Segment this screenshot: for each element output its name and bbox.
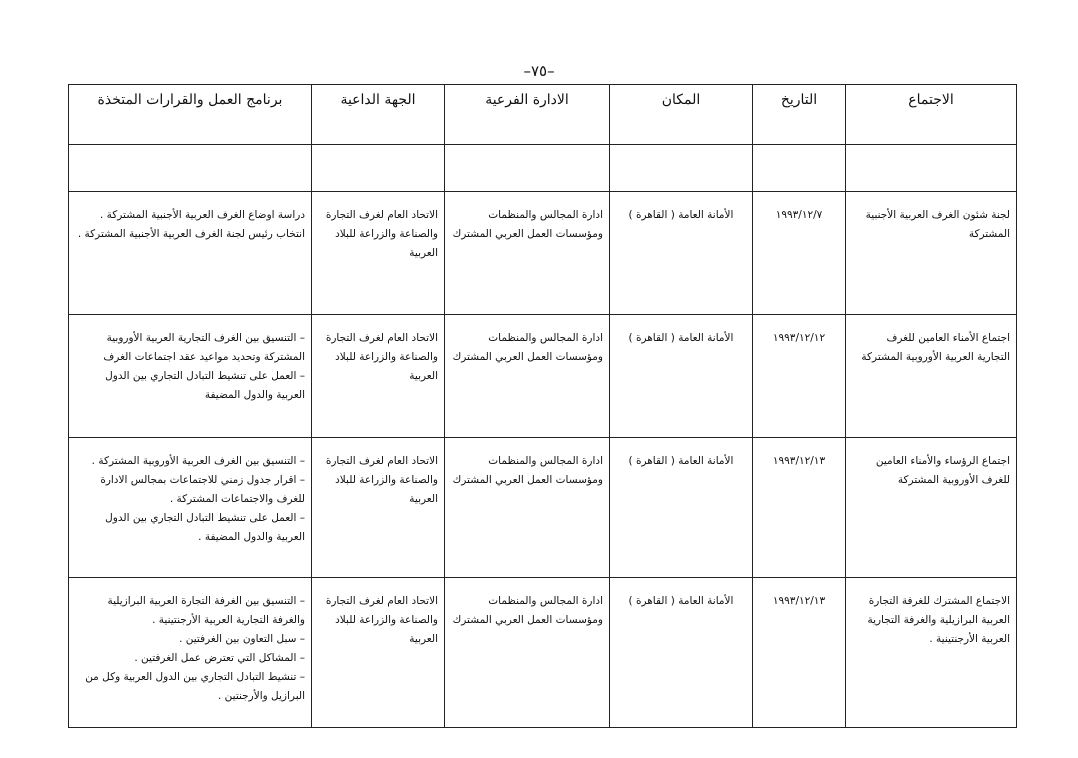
program-item: – تنشيط التبادل التجاري بين الدول العربية وكل من البرازيل والأرجنتين .	[85, 671, 305, 702]
meeting-cell: لجنة شئون الغرف العربية الأجنبية المشتركة	[846, 192, 1017, 315]
admin-cell: ادارة المجالس والمنظمات ومؤسسات العمل العربي المشترك	[445, 578, 610, 728]
meeting-cell: اجتماع الأمناء العامين للغرف التجارية العربية الأوروبية المشتركة	[846, 315, 1017, 438]
header-date: التاريخ	[753, 85, 846, 145]
place-cell: الأمانة العامة ( القاهرة )	[610, 315, 753, 438]
header-place: المكان	[610, 85, 753, 145]
header-meeting: الاجتماع	[846, 85, 1017, 145]
program-item: – العمل على تنشيط التبادل التجاري بين الدول العربية والدول المضيفة .	[105, 512, 305, 543]
program-item: – سبل التعاون بين الغرفتين .	[179, 633, 305, 645]
program-item: – اقرار جدول زمني للاجتماعات بمجالس الادارة للغرف والاجتماعات المشتركة .	[100, 474, 305, 505]
caller-cell: الاتحاد العام لغرف التجارة والصناعة والزراعة للبلاد العربية	[312, 315, 445, 438]
admin-cell: ادارة المجالس والمنظمات ومؤسسات العمل العربي المشترك	[445, 315, 610, 438]
table-row	[69, 578, 1017, 728]
program-item: انتخاب رئيس لجنة الغرف العربية الأجنبية المشتركة .	[77, 228, 305, 240]
table-header-row	[69, 85, 1017, 145]
program-item: – التنسيق بين الغرفة التجارة العربية البرازيلية والغرفة التجارية العربية الأرجنتينية .	[107, 595, 305, 626]
date-cell: ١٩٩٣/١٢/١٣	[753, 438, 846, 578]
program-item: – المشاكل التي تعترض عمل الغرفتين .	[134, 652, 305, 664]
admin-cell: ادارة المجالس والمنظمات ومؤسسات العمل العربي المشترك	[445, 192, 610, 315]
program-item: – العمل على تنشيط التبادل التجاري بين الدول العربية والدول المضيفة	[105, 370, 305, 401]
table-row	[69, 315, 1017, 438]
program-cell	[69, 315, 312, 438]
table-row	[69, 192, 1017, 315]
caller-cell: الاتحاد العام لغرف التجارة والصناعة والزراعة للبلاد العربية	[312, 192, 445, 315]
caller-cell: الاتحاد العام لغرف التجارة والصناعة والزراعة للبلاد العربية	[312, 578, 445, 728]
header-admin: الادارة الفرعية	[445, 85, 610, 145]
program-item: دراسة اوضاع الغرف العربية الأجنبية المشتركة .	[99, 209, 305, 221]
table-spacer-row	[69, 145, 1017, 192]
date-cell: ١٩٩٣/١٢/٧	[753, 192, 846, 315]
program-cell	[69, 438, 312, 578]
admin-cell: ادارة المجالس والمنظمات ومؤسسات العمل العربي المشترك	[445, 438, 610, 578]
meeting-cell: اجتماع الرؤساء والأمناء العامين للغرف الأوروبية المشتركة	[846, 438, 1017, 578]
place-cell: الأمانة العامة ( القاهرة )	[610, 192, 753, 315]
program-cell	[69, 578, 312, 728]
program-cell	[69, 192, 312, 315]
program-item: – التنسيق بين الغرف التجارية العربية الأوروبية المشتركة وتحديد مواعيد عقد اجتماعات الغرف	[103, 332, 305, 363]
program-item: – التنسيق بين الغرف العربية الأوروبية المشتركة .	[91, 455, 305, 467]
date-cell: ١٩٩٣/١٢/١٢	[753, 315, 846, 438]
header-program: برنامج العمل والقرارات المتخذة	[69, 85, 312, 145]
page-number: –٧٥–	[523, 62, 555, 80]
table-row	[69, 438, 1017, 578]
meetings-table	[68, 84, 1017, 728]
caller-cell: الاتحاد العام لغرف التجارة والصناعة والزراعة للبلاد العربية	[312, 438, 445, 578]
date-cell: ١٩٩٣/١٢/١٣	[753, 578, 846, 728]
header-caller: الجهة الداعية	[312, 85, 445, 145]
place-cell: الأمانة العامة ( القاهرة )	[610, 438, 753, 578]
place-cell: الأمانة العامة ( القاهرة )	[610, 578, 753, 728]
meeting-cell: الاجتماع المشترك للغرفة التجارة العربية البرازيلية والغرفة التجارية العربية الأرجنتينية .	[846, 578, 1017, 728]
